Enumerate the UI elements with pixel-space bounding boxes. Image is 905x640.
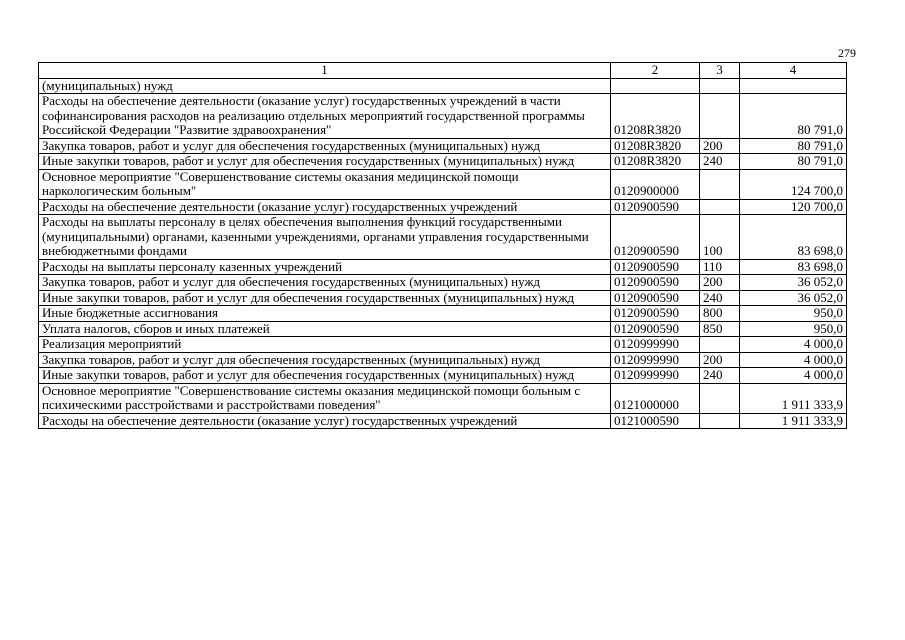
row-target-code: 0120900590 bbox=[611, 199, 700, 215]
row-amount: 124 700,0 bbox=[740, 169, 847, 199]
table-row bbox=[39, 169, 847, 199]
row-amount: 1 911 333,9 bbox=[740, 413, 847, 429]
row-expense-type: 110 bbox=[700, 259, 740, 275]
row-expense-type bbox=[700, 199, 740, 215]
row-amount bbox=[740, 78, 847, 94]
row-description: Иные закупки товаров, работ и услуг для обеспечения государственных (муниципальных) нужд bbox=[39, 154, 611, 170]
row-amount: 4 000,0 bbox=[740, 368, 847, 384]
row-target-code: 0120900000 bbox=[611, 169, 700, 199]
column-header-4: 4 bbox=[740, 63, 847, 79]
row-amount: 950,0 bbox=[740, 321, 847, 337]
row-target-code: 0120900590 bbox=[611, 215, 700, 260]
row-target-code: 0121000000 bbox=[611, 383, 700, 413]
row-target-code: 01208R3820 bbox=[611, 138, 700, 154]
table-row bbox=[39, 290, 847, 306]
row-expense-type: 200 bbox=[700, 138, 740, 154]
row-amount: 1 911 333,9 bbox=[740, 383, 847, 413]
row-expense-type: 240 bbox=[700, 368, 740, 384]
column-header-3: 3 bbox=[700, 63, 740, 79]
table-header-row bbox=[39, 63, 847, 79]
row-target-code: 01208R3820 bbox=[611, 154, 700, 170]
table-row bbox=[39, 275, 847, 291]
table-row bbox=[39, 368, 847, 384]
row-description: Расходы на обеспечение деятельности (оказание услуг) государственных учреждений bbox=[39, 199, 611, 215]
row-target-code bbox=[611, 78, 700, 94]
row-target-code: 0120900590 bbox=[611, 275, 700, 291]
row-target-code: 0120900590 bbox=[611, 259, 700, 275]
row-description: Уплата налогов, сборов и иных платежей bbox=[39, 321, 611, 337]
row-expense-type bbox=[700, 78, 740, 94]
row-expense-type bbox=[700, 94, 740, 139]
row-description: Расходы на обеспечение деятельности (оказание услуг) государственных учреждений bbox=[39, 413, 611, 429]
table-row bbox=[39, 138, 847, 154]
row-expense-type: 200 bbox=[700, 275, 740, 291]
table-row bbox=[39, 154, 847, 170]
row-amount: 83 698,0 bbox=[740, 215, 847, 260]
row-description: Основное мероприятие "Совершенствование системы оказания медицинской помощи наркологическим больным" bbox=[39, 169, 611, 199]
row-expense-type: 240 bbox=[700, 290, 740, 306]
row-amount: 80 791,0 bbox=[740, 138, 847, 154]
row-description: Расходы на выплаты персоналу в целях обеспечения выполнения функций государственными (муниципальными) органами, казенными учреждениями, органами управления государственными внебюджетными фондами bbox=[39, 215, 611, 260]
row-description: Расходы на выплаты персоналу казенных учреждений bbox=[39, 259, 611, 275]
column-header-2: 2 bbox=[611, 63, 700, 79]
row-description: Закупка товаров, работ и услуг для обеспечения государственных (муниципальных) нужд bbox=[39, 352, 611, 368]
row-amount: 950,0 bbox=[740, 306, 847, 322]
row-target-code: 0120900590 bbox=[611, 290, 700, 306]
row-expense-type bbox=[700, 169, 740, 199]
row-target-code: 01208R3820 bbox=[611, 94, 700, 139]
row-description: Закупка товаров, работ и услуг для обеспечения государственных (муниципальных) нужд bbox=[39, 138, 611, 154]
row-expense-type: 850 bbox=[700, 321, 740, 337]
table-row bbox=[39, 352, 847, 368]
table-row bbox=[39, 306, 847, 322]
page-number: 279 bbox=[838, 46, 856, 60]
row-target-code: 0121000590 bbox=[611, 413, 700, 429]
row-amount: 80 791,0 bbox=[740, 94, 847, 139]
row-expense-type: 100 bbox=[700, 215, 740, 260]
row-amount: 83 698,0 bbox=[740, 259, 847, 275]
row-description: Закупка товаров, работ и услуг для обеспечения государственных (муниципальных) нужд bbox=[39, 275, 611, 291]
row-expense-type bbox=[700, 337, 740, 353]
row-target-code: 0120999990 bbox=[611, 352, 700, 368]
column-header-1: 1 bbox=[39, 63, 611, 79]
budget-table bbox=[38, 62, 847, 429]
table-row bbox=[39, 413, 847, 429]
row-target-code: 0120999990 bbox=[611, 337, 700, 353]
row-amount: 36 052,0 bbox=[740, 290, 847, 306]
table-row bbox=[39, 215, 847, 260]
table-row bbox=[39, 337, 847, 353]
table-row bbox=[39, 259, 847, 275]
row-expense-type: 200 bbox=[700, 352, 740, 368]
row-target-code: 0120900590 bbox=[611, 321, 700, 337]
row-target-code: 0120900590 bbox=[611, 306, 700, 322]
table-row bbox=[39, 94, 847, 139]
table-row bbox=[39, 78, 847, 94]
row-amount: 120 700,0 bbox=[740, 199, 847, 215]
row-expense-type: 240 bbox=[700, 154, 740, 170]
row-description: Расходы на обеспечение деятельности (оказание услуг) государственных учреждений в части софинансирования расходов на реализацию отдельных мероприятий государственной программы Российской Федерации "Развитие здравоохранения" bbox=[39, 94, 611, 139]
row-description: Основное мероприятие "Совершенствование системы оказания медицинской помощи больным с психическими расстройствами и расстройствами поведения" bbox=[39, 383, 611, 413]
row-expense-type bbox=[700, 383, 740, 413]
row-amount: 4 000,0 bbox=[740, 337, 847, 353]
row-description: Иные закупки товаров, работ и услуг для обеспечения государственных (муниципальных) нужд bbox=[39, 290, 611, 306]
table-row bbox=[39, 321, 847, 337]
row-expense-type: 800 bbox=[700, 306, 740, 322]
table-row bbox=[39, 199, 847, 215]
table-row bbox=[39, 383, 847, 413]
row-description: (муниципальных) нужд bbox=[39, 78, 611, 94]
row-description: Реализация мероприятий bbox=[39, 337, 611, 353]
row-expense-type bbox=[700, 413, 740, 429]
row-description: Иные закупки товаров, работ и услуг для обеспечения государственных (муниципальных) нужд bbox=[39, 368, 611, 384]
row-amount: 36 052,0 bbox=[740, 275, 847, 291]
row-amount: 80 791,0 bbox=[740, 154, 847, 170]
row-amount: 4 000,0 bbox=[740, 352, 847, 368]
row-target-code: 0120999990 bbox=[611, 368, 700, 384]
row-description: Иные бюджетные ассигнования bbox=[39, 306, 611, 322]
